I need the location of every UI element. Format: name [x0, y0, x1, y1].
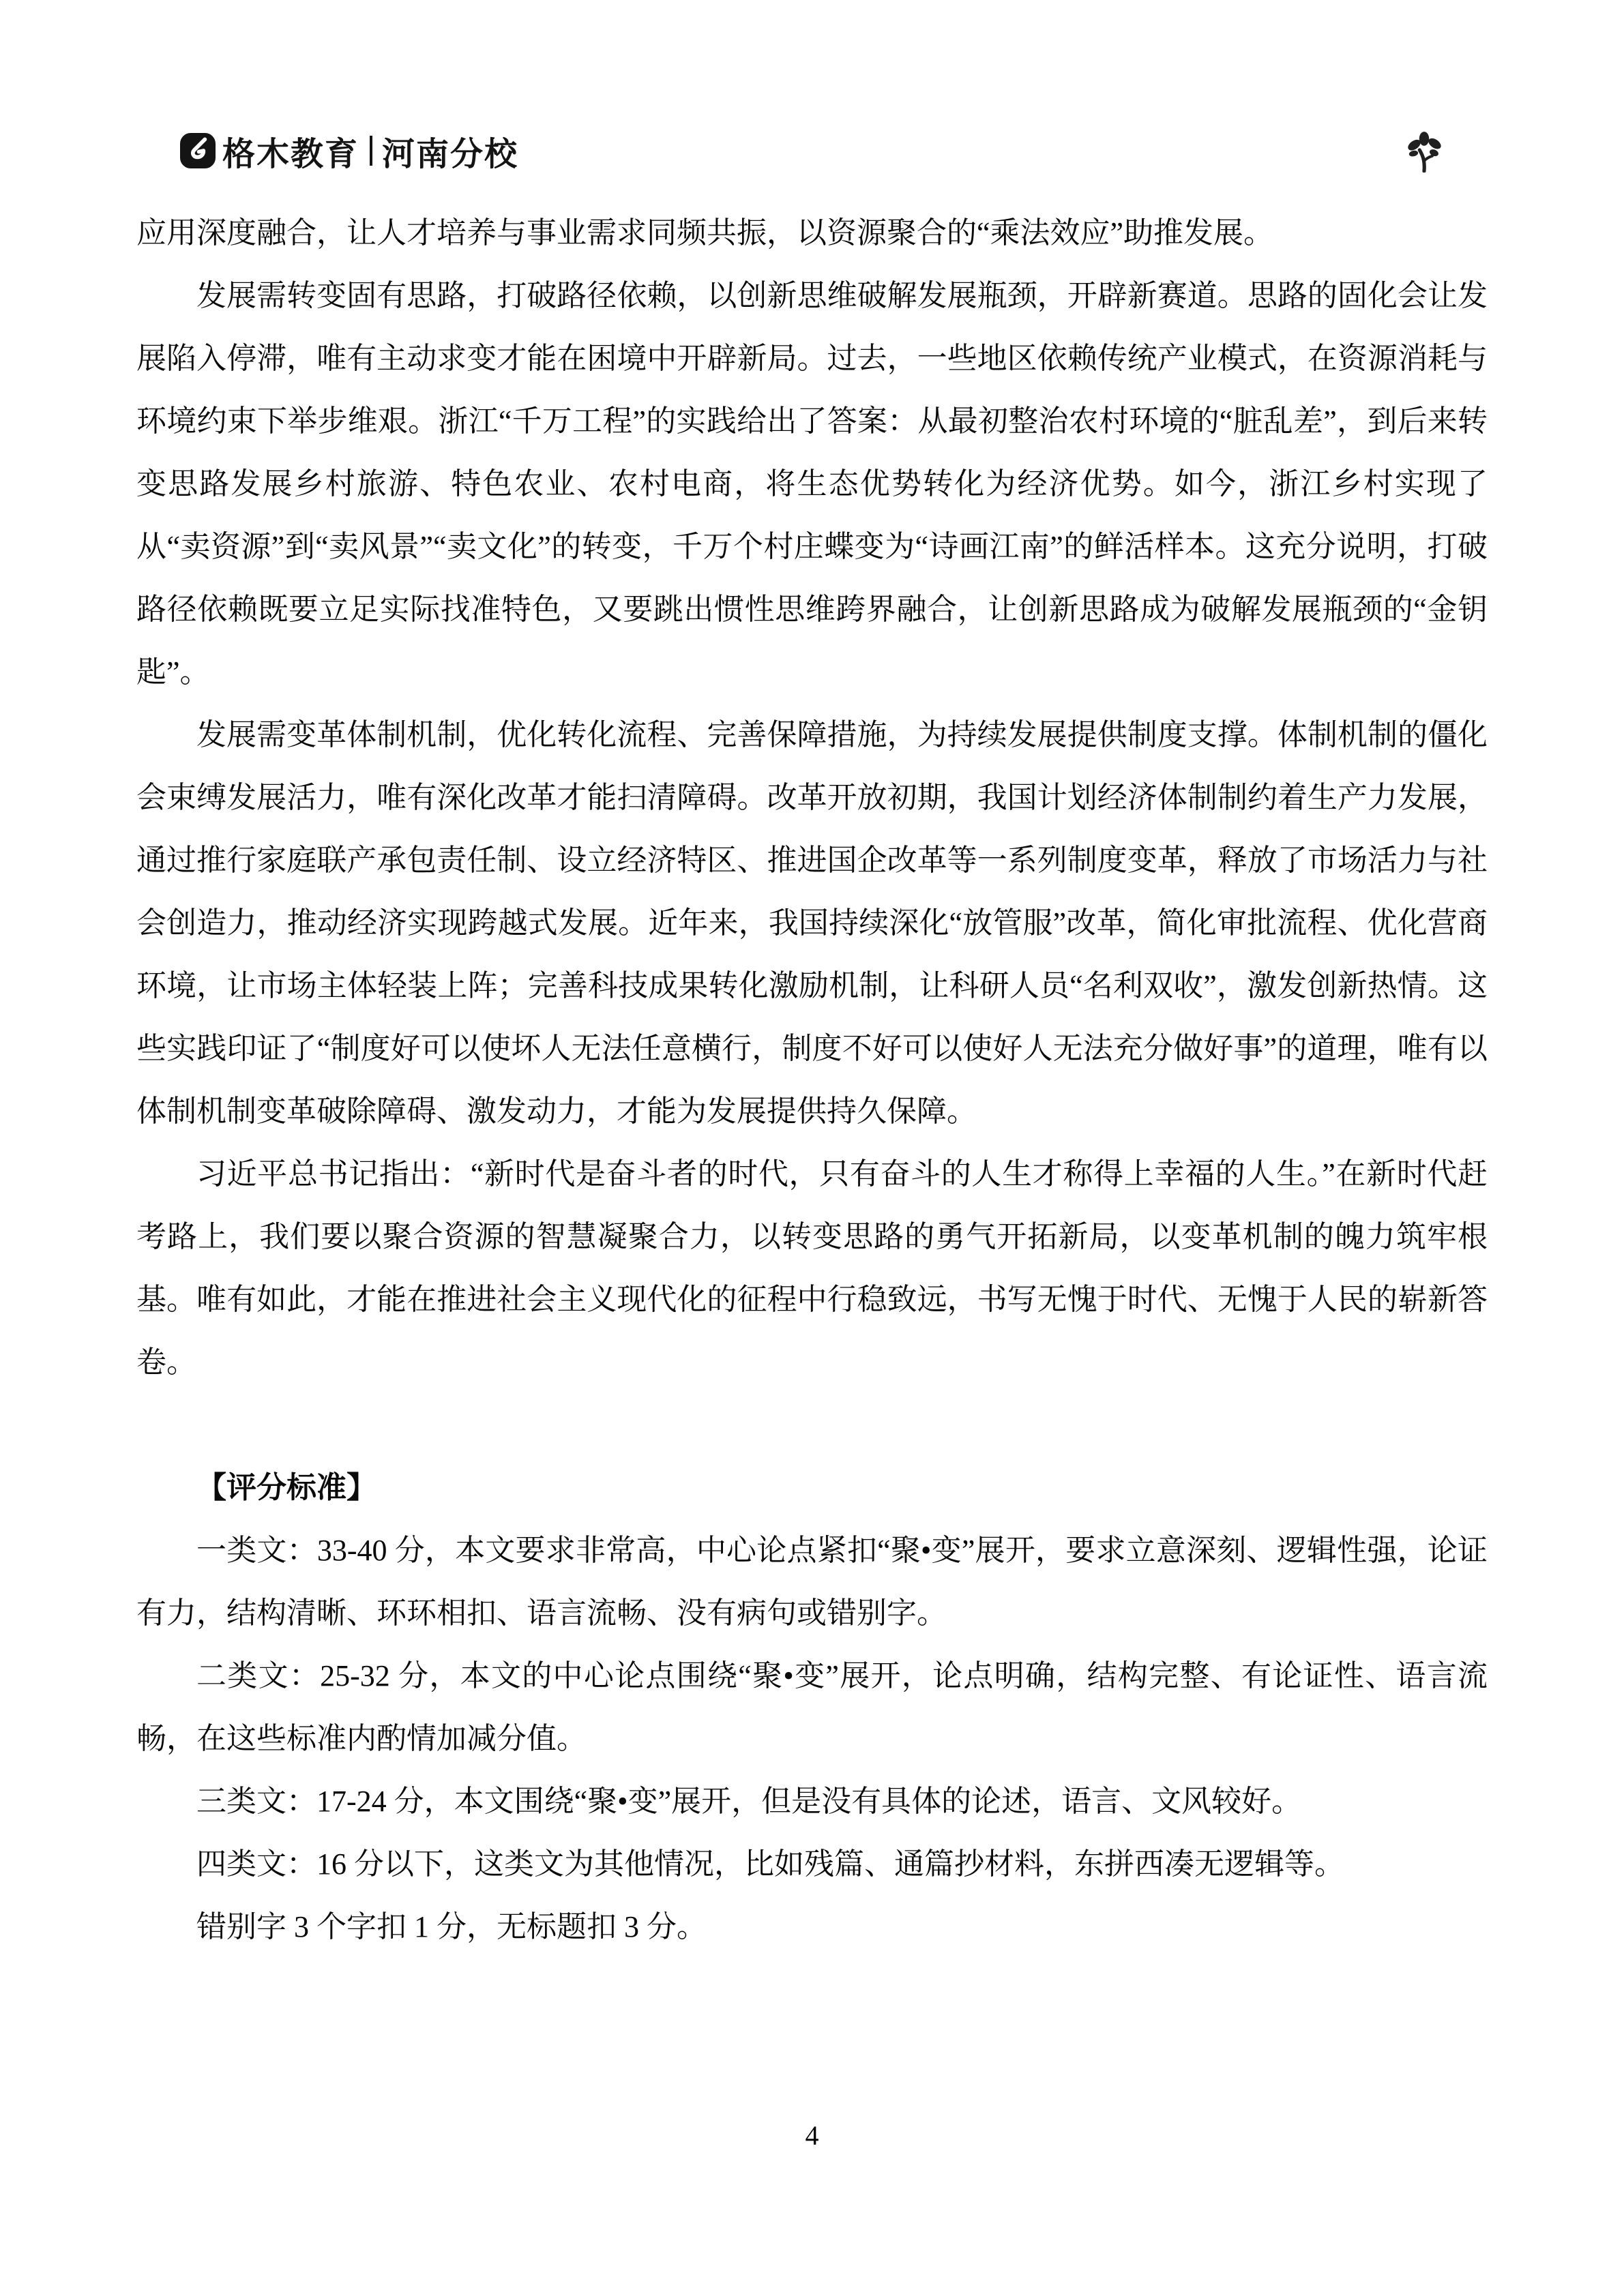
page-header: [180, 130, 518, 172]
body-paragraph: 发展需转变固有思路，打破路径依赖，以创新思维破解发展瓶颈，开辟新赛道。思路的固化会让发展陷入停滞，唯有主动求变才能在困境中开辟新局。过去，一些地区依赖传统产业模式，在资源消耗与环境约束下举步维艰。浙江“千万工程”的实践给出了答案：从最初整治农村环境的“脏乱差”，到后来转变思路发展乡村旅游、特色农业、农村电商，将生态优势转化为经济优势。如今，浙江乡村实现了从“卖资源”到“卖风景”“卖文化”的转变，千万个村庄蝶变为“诗画江南”的鲜活样本。这充分说明，打破路径依赖既要立足实际找准特色，又要跳出惯性思维跨界融合，让创新思路成为破解发展瓶颈的“金钥匙”。: [136, 279, 1488, 689]
scoring-item-class1: 一类文：33-40 分，本文要求非常高，中心论点紧扣“聚•变”展开，要求立意深刻、逻辑性强，论证有力，结构清晰、环环相扣、语言流畅、没有病句或错别字。: [136, 1534, 1488, 1630]
scoring-item-class3: 三类文：17-24 分，本文围绕“聚•变”展开，但是没有具体的论述，语言、文风较好。: [196, 1785, 1302, 1818]
page-number: 4: [805, 2120, 819, 2151]
gemu-logo-icon: [180, 133, 216, 168]
scoring-item-typos: 错别字 3 个字扣 1 分，无标题扣 3 分。: [196, 1910, 707, 1943]
body-paragraph: 应用深度融合，让人才培养与事业需求同频共振，以资源聚合的“乘法效应”助推发展。: [136, 216, 1274, 250]
body-paragraph: 习近平总书记指出：“新时代是奋斗者的时代，只有奋斗的人生才称得上幸福的人生。”在新时代赶考路上，我们要以聚合资源的智慧凝聚合力，以转变思路的勇气开拓新局，以变革机制的魄力筑牢根基。唯有如此，才能在推进社会主义现代化的征程中行稳致远，书写无愧于时代、无愧于人民的崭新答卷。: [136, 1157, 1488, 1379]
body-paragraph: 发展需变革体制机制，优化转化流程、完善保障措施，为持续发展提供制度支撑。体制机制的僵化会束缚发展活力，唯有深化改革才能扫清障碍。改革开放初期，我国计划经济体制制约着生产力发展，通过推行家庭联产承包责任制、设立经济特区、推进国企改革等一系列制度变革，释放了市场活力与社会创造力，推动经济实现跨越式发展。近年来，我国持续深化“放管服”改革，简化审批流程、优化营商环境，让市场主体轻装上阵；完善科技成果转化激励机制，让科研人员“名利双收”，激发创新热情。这些实践印证了“制度好可以使坏人无法任意横行，制度不好可以使好人无法充分做好事”的道理，唯有以体制机制变革破除障碍、激发动力，才能为发展提供持久保障。: [136, 718, 1488, 1128]
brand-divider: [370, 136, 372, 166]
scoring-item-class4: 四类文：16 分以下，这类文为其他情况，比如残篇、通篇抄材料，东拼西凑无逻辑等。: [196, 1847, 1344, 1881]
document-body: [136, 202, 1488, 1958]
tree-icon: [1405, 130, 1445, 173]
scoring-standard-heading: 【评分标准】: [196, 1471, 377, 1504]
scoring-item-class2: 二类文：25-32 分，本文的中心论点围绕“聚•变”展开，论点明确，结构完整、有论证性、语言流畅，在这些标准内酌情加减分值。: [136, 1659, 1488, 1755]
brand-name: 格木教育: [222, 136, 359, 173]
page-footer: [0, 2119, 1624, 2151]
branch-name: 河南分校: [382, 136, 519, 173]
